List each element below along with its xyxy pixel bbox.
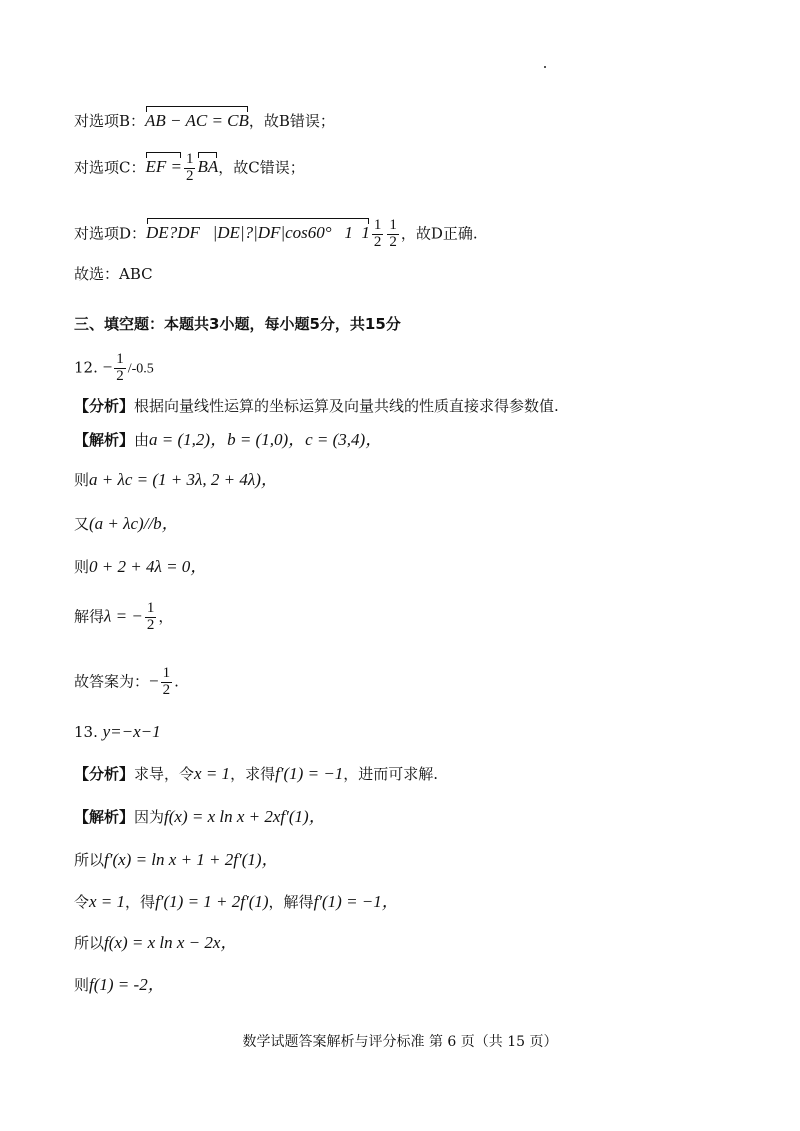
q13-s3-m1: x = 1	[89, 892, 126, 911]
option-c-tail: ，故C错误；	[218, 158, 305, 177]
q12-answer-fraction	[161, 666, 173, 699]
q13-analysis-a: 求导，令	[134, 765, 195, 783]
fraction-denominator: 2	[162, 681, 171, 698]
q13-s4-math: f(x) = x ln x − 2x，	[104, 933, 238, 952]
q12-analysis-line	[74, 399, 559, 414]
fraction-denominator: 2	[146, 616, 155, 633]
q13-s2-math: f′(x) = ln x + 1 + 2f′(1)，	[104, 850, 279, 869]
q12-analysis-text: 根据向量线性运算的坐标运算及向量共线的性质直接求得参数值.	[134, 397, 559, 415]
fraction-numerator: 1	[373, 217, 382, 233]
q12-s1-prefix: 由	[134, 431, 150, 449]
fraction-numerator: 1	[146, 600, 155, 616]
q12-solution-line-5	[74, 601, 173, 634]
option-b-line	[74, 112, 335, 129]
q13-s3-mid: ，得	[125, 893, 156, 911]
option-c-rhs: BA	[197, 157, 219, 177]
section-heading: 三、填空题：本题共3小题，每小题5分，共15分	[74, 315, 401, 333]
fraction-numerator: 1	[116, 351, 124, 367]
q13-analysis-tag: 【分析】	[74, 765, 135, 783]
option-d-tail: ，故D正确.	[400, 224, 478, 243]
option-d-math: DE?DF |DE|?|DF|cos60° 1 1	[146, 223, 370, 243]
option-c-fraction	[184, 152, 196, 185]
choice-line: 故选：ABC	[74, 265, 153, 283]
scan-dot	[544, 66, 546, 68]
q12-solution-line-3	[74, 515, 179, 532]
q12-s5-math: λ = −	[104, 606, 143, 626]
option-c-label: 对选项C：	[74, 158, 146, 177]
q12-s1-math: a = (1,2)，b = (1,0)，c = (3,4)，	[149, 430, 383, 449]
fraction-numerator: 1	[389, 217, 397, 233]
option-d-fraction-2	[387, 218, 399, 251]
q13-answer: y=−x−1	[102, 722, 161, 741]
q12-answer-minus: −	[149, 671, 159, 691]
q12-s4-math: 0 + 2 + 4λ = 0，	[89, 557, 208, 576]
option-b-math: AB − AC = CB	[145, 111, 249, 130]
q13-solution-line-4	[74, 934, 237, 951]
q12-s5-fraction	[145, 601, 157, 634]
q13-s1-math: f(x) = x ln x + 2xf′(1)，	[164, 807, 326, 826]
q12-solution-tag: 【解析】	[74, 431, 135, 449]
q12-number: 12.	[74, 358, 98, 377]
option-c-line	[74, 152, 305, 185]
q12-s5-prefix: 解得	[74, 607, 105, 626]
q13-s4-prefix: 所以	[74, 934, 105, 952]
q12-answer-prefix: 故答案为：	[74, 672, 150, 691]
q12-s2-math: a + λc = (1 + 3λ, 2 + 4λ)，	[89, 470, 278, 489]
option-d-label: 对选项D：	[74, 224, 147, 243]
q13-s3-m2: f′(1) = 1 + 2f′(1)	[155, 892, 269, 911]
q13-analysis-b: ，求得	[230, 765, 276, 783]
q12-s3-prefix: 又	[74, 515, 90, 533]
q13-solution-line-5	[74, 976, 165, 993]
fraction-denominator: 2	[389, 233, 397, 250]
q13-analysis-m1: x = 1	[194, 764, 231, 783]
q12-solution-line-2	[74, 471, 278, 488]
q13-s1-prefix: 因为	[134, 808, 165, 826]
q13-number: 13.	[74, 723, 98, 741]
option-c-lhs: EF =	[145, 157, 182, 177]
q13-solution-line-3	[74, 893, 399, 910]
q12-solution-line-4	[74, 558, 207, 575]
q13-s2-prefix: 所以	[74, 851, 105, 869]
q12-s2-prefix: 则	[74, 471, 90, 489]
fraction-denominator: 2	[373, 233, 382, 250]
q13-s5-math: f(1) = -2，	[89, 975, 165, 994]
fraction-denominator: 2	[185, 167, 194, 184]
q13-solution-line-1	[74, 808, 326, 825]
option-b-tail: ，故B错误；	[248, 112, 335, 130]
option-d-fraction-1	[372, 218, 384, 251]
option-d-line	[74, 218, 478, 251]
q12-answer-tail: .	[174, 672, 179, 691]
q13-analysis-line	[74, 765, 438, 782]
q12-minus: −	[102, 357, 113, 377]
q12-fraction	[114, 352, 126, 385]
q12-solution-line-1	[74, 431, 382, 448]
fraction-numerator: 1	[162, 665, 171, 681]
fraction-numerator: 1	[185, 151, 194, 167]
q12-analysis-tag: 【分析】	[74, 397, 135, 415]
page-footer: 数学试题答案解析与评分标准 第 6 页（共 15 页）	[242, 1034, 558, 1050]
q12-answer-line	[74, 352, 154, 385]
q13-solution-tag: 【解析】	[74, 808, 135, 826]
q13-s3-m3: f′(1) = −1，	[313, 892, 399, 911]
q13-solution-line-2	[74, 851, 279, 868]
q13-analysis-m2: f′(1) = −1	[275, 764, 344, 783]
q12-s4-prefix: 则	[74, 558, 90, 576]
q13-s3-prefix: 令	[74, 893, 90, 911]
q12-s5-tail: ，	[158, 607, 174, 626]
q12-s3-math: (a + λc)//b，	[89, 514, 179, 533]
q12-alt-answer: /-0.5	[127, 361, 154, 377]
option-b-label: 对选项B：	[74, 112, 146, 130]
q12-final-answer-line	[74, 666, 179, 699]
q13-analysis-c: ，进而可求解.	[343, 765, 439, 783]
q13-s5-prefix: 则	[74, 976, 90, 994]
fraction-denominator: 2	[116, 367, 124, 384]
q13-answer-line	[74, 723, 161, 740]
q13-s3-mid2: ，解得	[268, 893, 314, 911]
